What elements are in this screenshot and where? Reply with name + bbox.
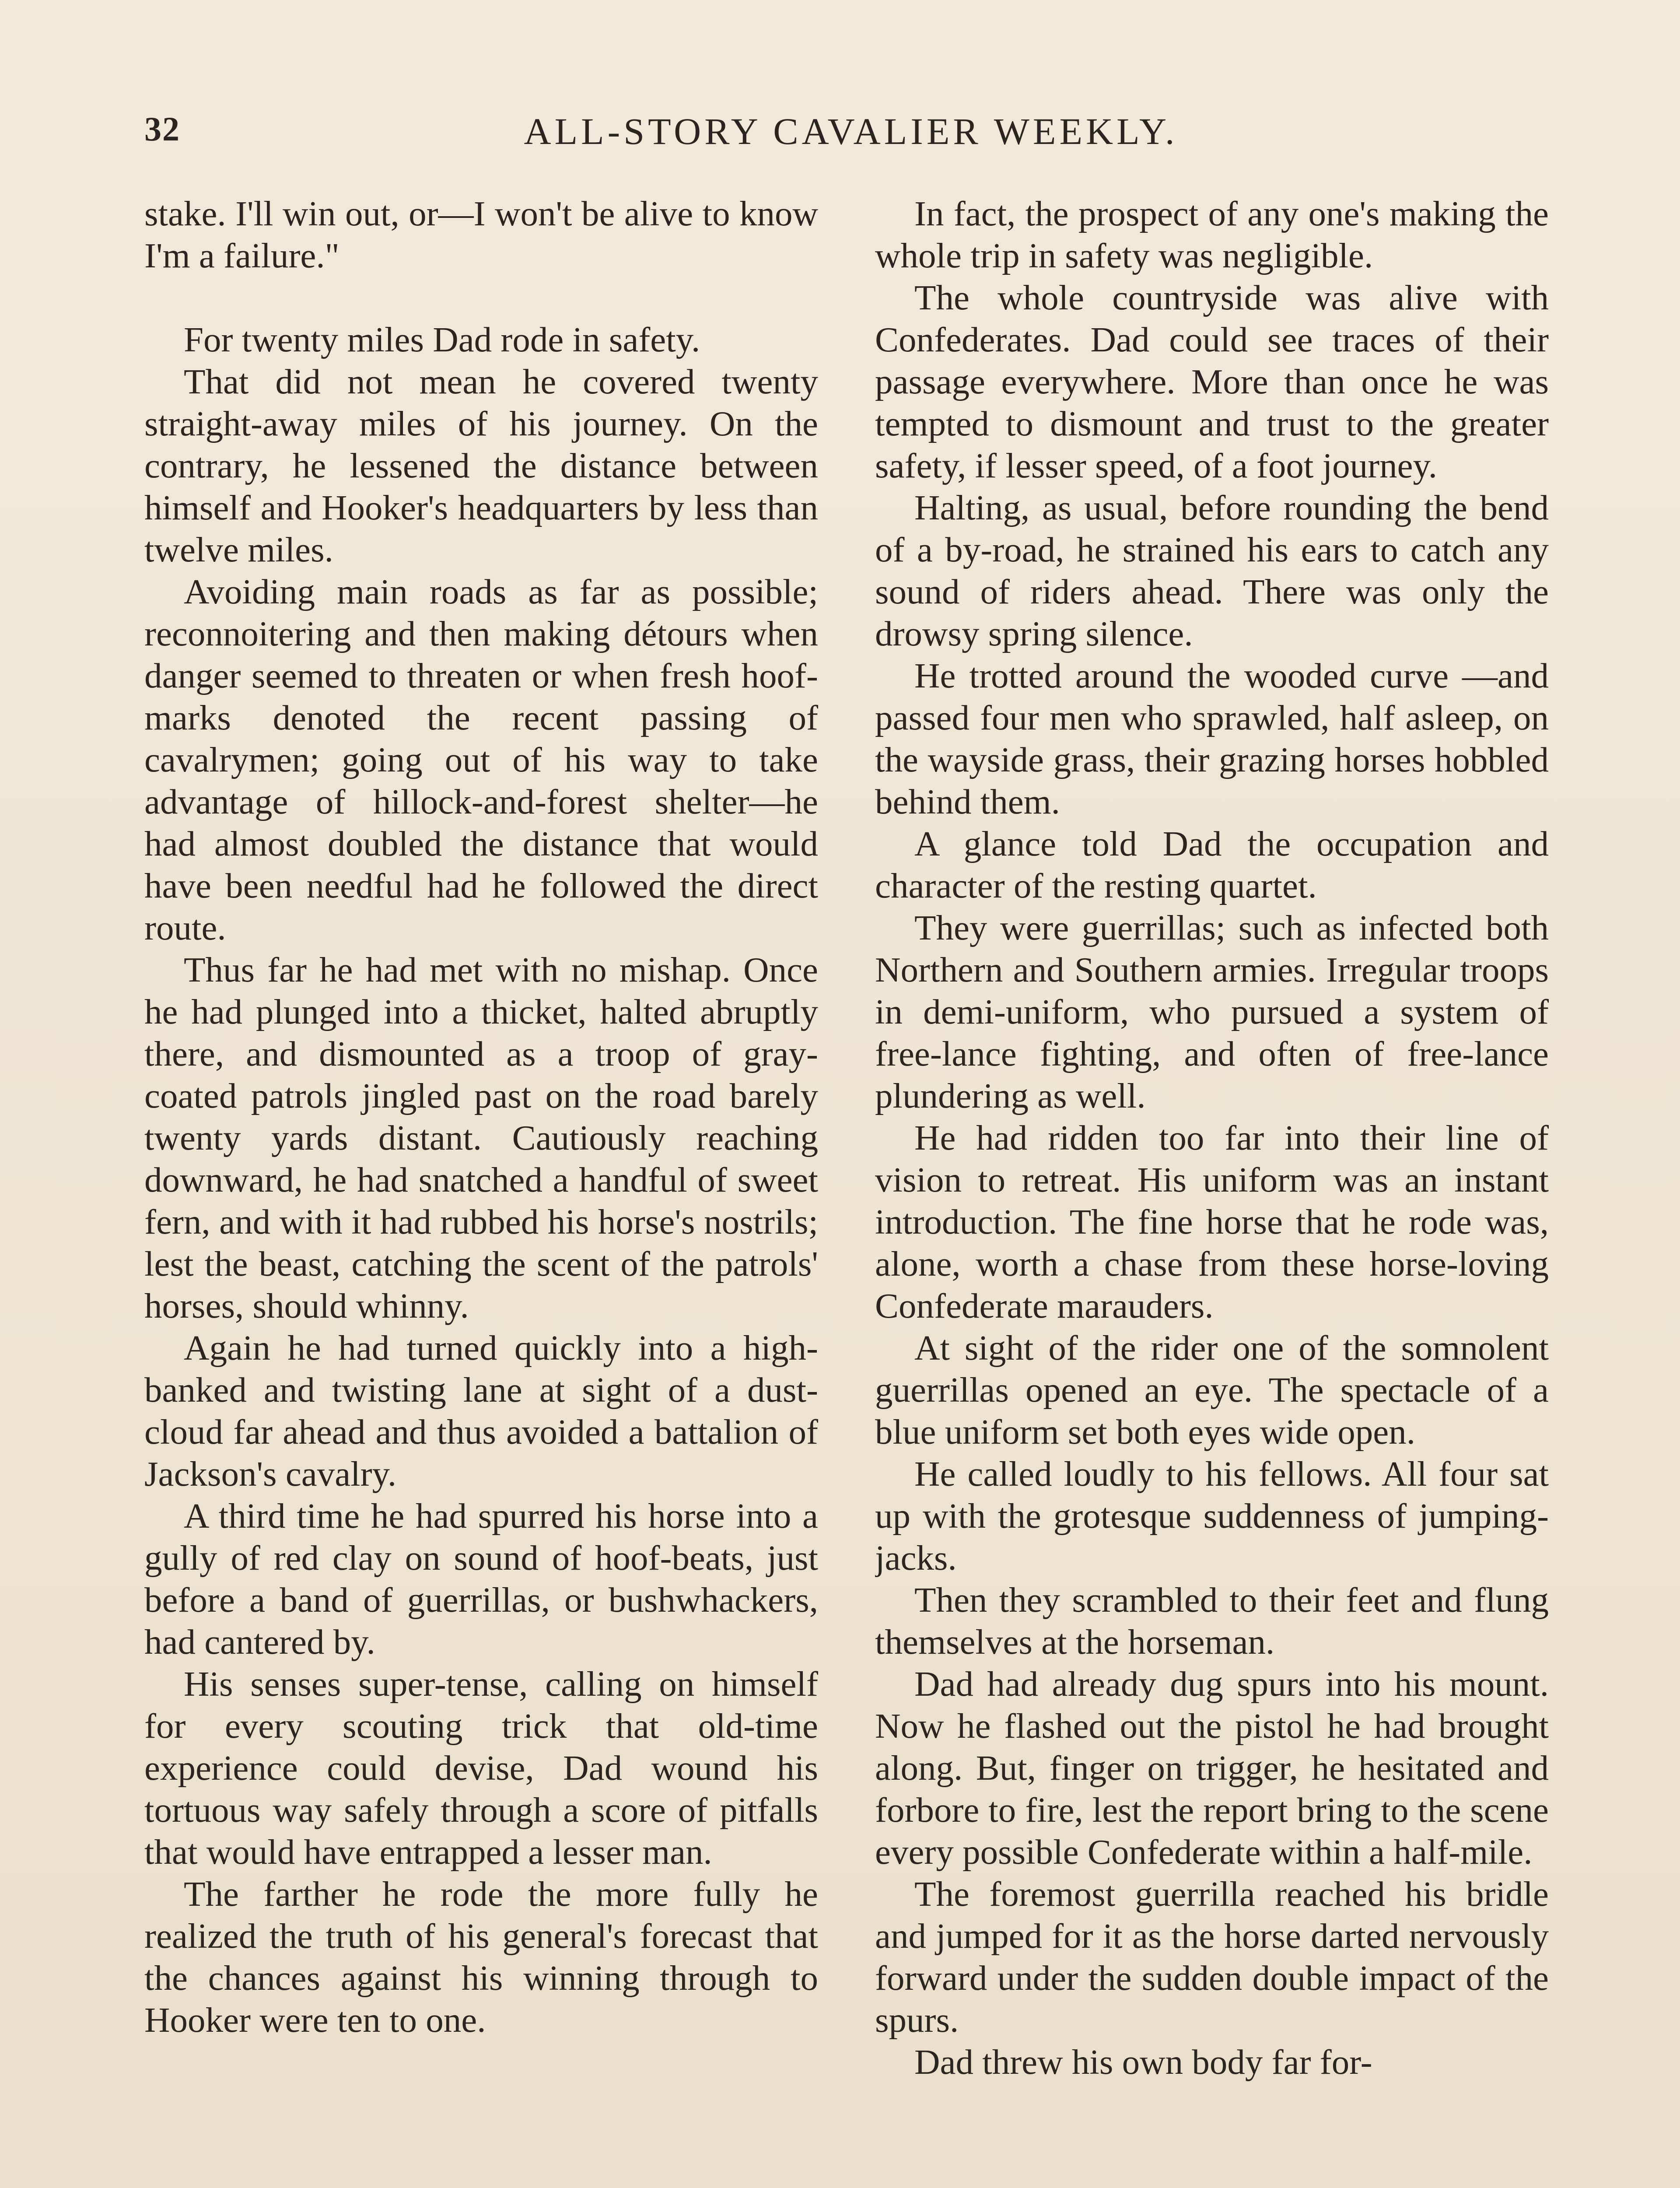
paragraph: The whole countryside was alive with Confederates. Dad could see traces of their passage everywhere. More than once he was tempted to dismount and trust to the greater safety, if lesser speed, of a foot journey. [875,278,1549,485]
text-columns [144,193,1549,2188]
paragraph: They were guerrillas; such as infected both Northern and Southern armies. Irregular troops in demi-uniform, who pursued a system of free-lance fighting, and often of free-lance plundering as well. [875,908,1549,1115]
paragraph: Halting, as usual, before rounding the bend of a by-road, he strained his ears to catch any sound of riders ahead. There was only the drowsy spring silence. [875,488,1549,653]
paragraph: He called loudly to his fellows. All four sat up with the grotesque suddenness of jumping-jacks. [875,1454,1549,1578]
paragraph: Avoiding main roads as far as possible; reconnoitering and then making détours when danger seemed to threaten or when fresh hoof-marks denoted the recent passing of cavalrymen; going out of his way to take advantage of hillock-and-forest shelter—he had almost doubled the distance that would have been needful had he followed the direct route. [144,572,818,947]
paragraph: Then they scrambled to their feet and flung themselves at the horseman. [875,1580,1549,1662]
running-title: ALL-STORY CAVALIER WEEKLY. [524,110,1178,152]
right-column [875,193,1549,2188]
page-number: 32 [144,110,180,148]
paragraph: That did not mean he covered twenty straight-away miles of his journey. On the contrary, he lessened the distance between himself and Hooker's headquarters by less than twelve miles. [144,362,818,569]
paragraph: He trotted around the wooded curve —and passed four men who sprawled, half asleep, on the wayside grass, their grazing horses hobbled behind them. [875,656,1549,821]
paragraph: stake. I'll win out, or—I won't be alive to know I'm a failure." [144,194,818,275]
paragraph: Dad had already dug spurs into his mount. Now he flashed out the pistol he had brought along. But, finger on trigger, he hesitated and forbore to fire, lest the report bring to the scene every possible Confederate within a half-mile. [875,1664,1549,1872]
paragraph: A third time he had spurred his horse into a gully of red clay on sound of hoof-beats, just before a band of guerrillas, or bushwhackers, had cantered by. [144,1496,818,1662]
paragraph: He had ridden too far into their line of vision to retreat. His uniform was an instant introduction. The fine horse that he rode was, alone, worth a chase from these horse-loving Confederate marauders. [875,1118,1549,1325]
left-column [144,193,818,2188]
paragraph: The farther he rode the more fully he realized the truth of his general's forecast that the chances against his winning through to Hooker were ten to one. [144,1874,818,2040]
paragraph: At sight of the rider one of the somnolent guerrillas opened an eye. The spectacle of a blue uniform set both eyes wide open. [875,1328,1549,1452]
paragraph: A glance told Dad the occupation and character of the resting quartet. [875,824,1549,905]
paragraph: His senses super-tense, calling on himself for every scouting trick that old-time experience could devise, Dad wound his tortuous way safely through a score of pitfalls that would have entrapped a lesser man. [144,1664,818,1872]
paragraph: For twenty miles Dad rode in safety. [184,320,700,359]
paragraph: Thus far he had met with no mishap. Once he had plunged into a thicket, halted abruptly there, and dismounted as a troop of gray-coated patrols jingled past on the road barely twenty yards distant. Cautiously reaching downward, he had snatched a handful of sweet fern, and with it had rubbed his horse's nostrils; lest the beast, catching the scent of the patrols' horses, should whinny. [144,950,818,1325]
paragraph: Again he had turned quickly into a high-banked and twisting lane at sight of a dust-cloud far ahead and thus avoided a battalion of Jackson's cavalry. [144,1328,818,1494]
paragraph: In fact, the prospect of any one's making the whole trip in safety was negligible. [875,194,1549,275]
page-header [144,109,1558,166]
paragraph: Dad threw his own body far for- [914,2042,1372,2082]
paragraph: The foremost guerrilla reached his bridle and jumped for it as the horse darted nervously forward under the sudden double impact of the spurs. [875,1874,1549,2040]
